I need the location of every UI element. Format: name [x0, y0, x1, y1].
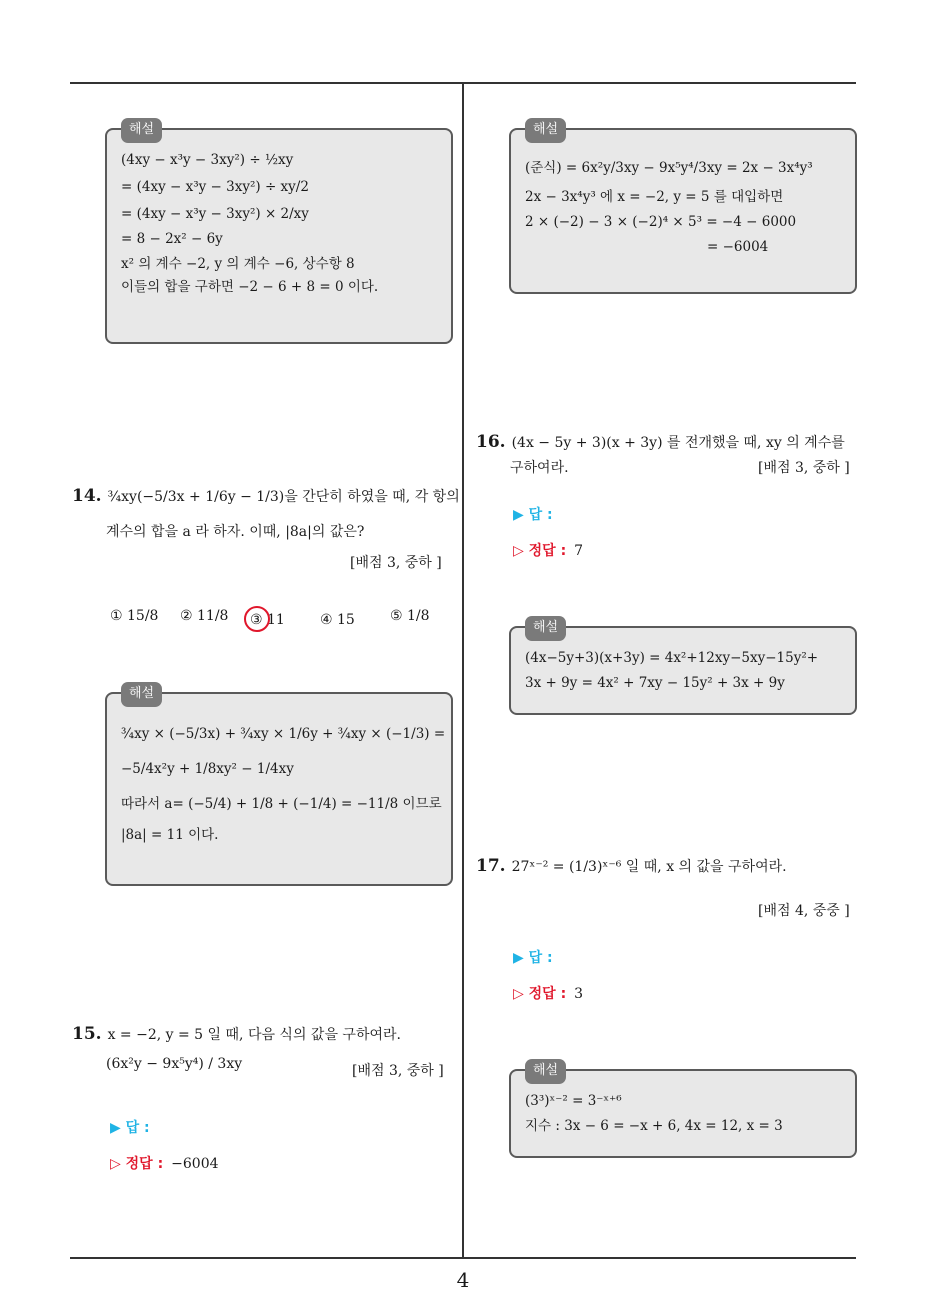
column-divider — [462, 83, 464, 1258]
solution-box-15 — [509, 122, 857, 294]
score-meta: [배점 4, 중중 ] — [758, 903, 850, 919]
correct-answer-value: 7 — [574, 543, 584, 559]
solution-label: 해설 — [525, 1059, 566, 1084]
solution-line: (준식) = 6x²y/3xy − 9x⁵y⁴/3xy = 2x − 3x⁴y³ — [525, 160, 813, 176]
question-number: 16. — [476, 432, 506, 452]
solution-box-17 — [509, 1063, 857, 1158]
solution-box-16 — [509, 620, 857, 715]
question-text: 계수의 합을 a 라 하자. 이때, |8a|의 값은? — [106, 523, 365, 540]
question-text: (4x − 5y + 3)(x + 3y) 를 전개했을 때, xy 의 계수를 — [511, 435, 845, 451]
solution-line: (3³)ˣ⁻² = 3⁻ˣ⁺⁶ — [525, 1093, 622, 1109]
solution-line: 3x + 9y = 4x² + 7xy − 15y² + 3x + 9y — [525, 674, 785, 691]
solution-label: 해설 — [525, 118, 566, 143]
solution-line: = 8 − 2x² − 6y — [121, 230, 223, 247]
answer-circle-mark — [244, 606, 270, 632]
question-text: ¾xy(−5/3x + 1/6y − 1/3)을 간단히 하였을 때, 각 항의 — [107, 489, 460, 505]
correct-answer-value: 3 — [574, 986, 584, 1002]
solution-line: ¾xy × (−5/3x) + ¾xy × 1/6y + ¾xy × (−1/3) = — [121, 726, 446, 742]
question-17 — [476, 852, 861, 881]
answer-prompt: ▶ 답 : — [513, 507, 553, 523]
question-text: 구하여라. — [510, 459, 569, 476]
question-14 — [72, 482, 460, 545]
choice-3[interactable]: ③ 11 — [250, 612, 285, 628]
solution-label: 해설 — [525, 616, 566, 641]
answer-prompt: ▶ 답 : — [513, 950, 553, 966]
solution-label: 해설 — [121, 118, 162, 143]
correct-answer: ▷ 정답 : 7 — [513, 543, 584, 559]
solution-line: = −6004 — [707, 238, 769, 255]
solution-line: 2x − 3x⁴y³ 에 x = −2, y = 5 를 대입하면 — [525, 188, 784, 205]
solution-label: 해설 — [121, 682, 162, 707]
choice-5[interactable]: ⑤ 1/8 — [390, 608, 430, 624]
score-meta: [배점 3, 중하 ] — [758, 460, 850, 476]
correct-answer: ▷ 정답 : 3 — [513, 986, 584, 1002]
solution-line: x² 의 계수 −2, y 의 계수 −6, 상수항 8 — [121, 255, 355, 272]
question-number: 17. — [476, 856, 506, 876]
answer-prompt: ▶ 답 : — [110, 1120, 150, 1136]
solution-line: −5/4x²y + 1/8xy² − 1/4xy — [121, 760, 294, 777]
solution-box-13 — [105, 122, 453, 344]
page-number: 4 — [456, 1268, 470, 1292]
solution-line: 2 × (−2) − 3 × (−2)⁴ × 5³ = −4 − 6000 — [525, 213, 797, 230]
choice-1[interactable]: ① 15/8 — [110, 608, 159, 624]
question-number: 14. — [72, 486, 102, 506]
solution-box-14 — [105, 686, 453, 886]
solution-line: = (4xy − x³y − 3xy²) × 2/xy — [121, 205, 309, 222]
choice-2[interactable]: ② 11/8 — [180, 608, 229, 624]
question-number: 15. — [72, 1024, 102, 1044]
solution-line: (4x−5y+3)(x+3y) = 4x²+12xy−5xy−15y²+ — [525, 650, 819, 666]
choice-4[interactable]: ④ 15 — [320, 612, 355, 628]
solution-line: 이들의 합을 구하면 −2 − 6 + 8 = 0 이다. — [121, 278, 379, 295]
bottom-rule — [70, 1257, 856, 1259]
solution-line: = (4xy − x³y − 3xy²) ÷ xy/2 — [121, 178, 309, 195]
solution-line: |8a| = 11 이다. — [121, 826, 219, 843]
solution-line: 따라서 a= (−5/4) + 1/8 + (−1/4) = −11/8 이므로 — [121, 795, 442, 812]
question-expression: (6x²y − 9x⁵y⁴) / 3xy — [106, 1055, 243, 1072]
correct-answer-value: −6004 — [171, 1156, 219, 1172]
score-meta: [배점 3, 중하 ] — [350, 555, 442, 571]
solution-line: (4xy − x³y − 3xy²) ÷ ½xy — [121, 152, 294, 168]
solution-line: 지수 : 3x − 6 = −x + 6, 4x = 12, x = 3 — [525, 1117, 783, 1134]
score-meta: [배점 3, 중하 ] — [352, 1063, 444, 1079]
correct-answer: ▷ 정답 : −6004 — [110, 1156, 219, 1172]
question-text: x = −2, y = 5 일 때, 다음 식의 값을 구하여라. — [107, 1027, 401, 1043]
question-text: 27ˣ⁻² = (1/3)ˣ⁻⁶ 일 때, x 의 값을 구하여라. — [511, 859, 787, 875]
